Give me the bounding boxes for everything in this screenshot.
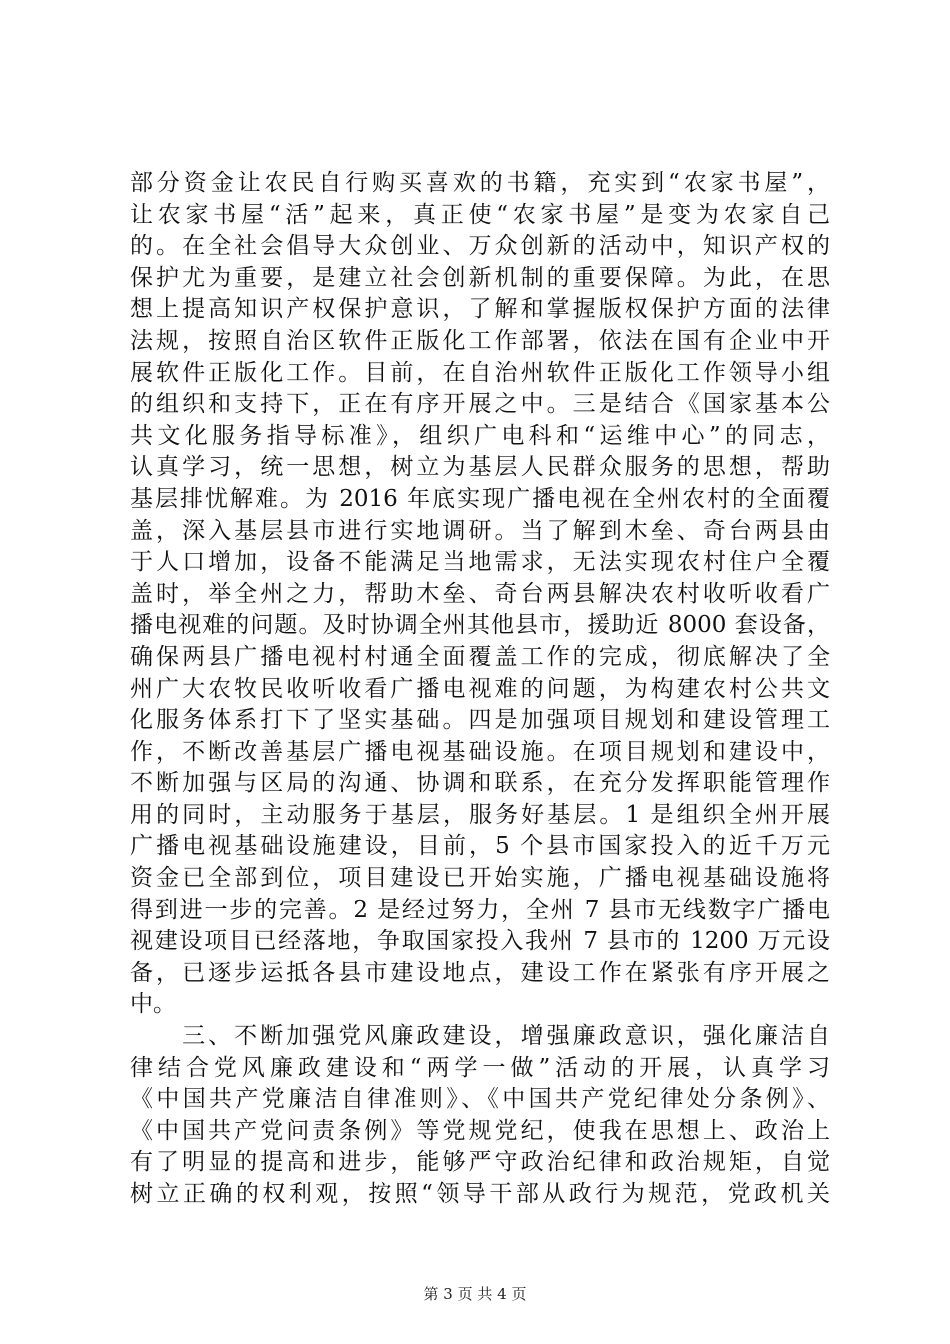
text-line: 于人口增加，设备不能满足当地需求，无法实现农村住户全覆	[130, 549, 830, 576]
text-line: 法规，按照自治区软件正版化工作部署，依法在国有企业中开	[130, 327, 830, 354]
text-line: 共文化服务指导标准》，组织广电科和“运维中心”的同志，	[130, 422, 830, 449]
text-line: 盖，深入基层县市进行实地调研。当了解到木垒、奇台两县由	[130, 517, 830, 544]
text-line: 基层排忧解难。为 2016 年底实现广播电视在全州农村的全面覆	[130, 485, 830, 512]
text-line: 确保两县广播电视村村通全面覆盖工作的完成，彻底解决了全	[130, 643, 830, 670]
text-line: 部分资金让农民自行购买喜欢的书籍，充实到“农家书屋”，	[130, 170, 830, 196]
text-line: 用的同时，主动服务于基层，服务好基层。1 是组织全州开展	[130, 801, 830, 828]
page-footer	[0, 1283, 950, 1304]
text-line: 得到进一步的完善。2 是经过努力，全州 7 县市无线数字广播电	[130, 896, 830, 923]
paragraph-end-line: 中。	[130, 991, 176, 1018]
text-line: 广播电视基础设施建设，目前，5 个县市国家投入的近千万元	[130, 833, 830, 860]
text-line: 盖时，举全州之力，帮助木垒、奇台两县解决农村收听收看广	[130, 580, 830, 607]
text-line: 律结合党风廉政建设和“两学一做”活动的开展，认真学习	[130, 1054, 830, 1081]
text-line: 《中国共产党廉洁自律准则》、《中国共产党纪律处分条例》、	[130, 1086, 830, 1113]
text-line: 认真学习，统一思想，树立为基层人民群众服务的思想，帮助	[130, 454, 830, 481]
section-heading-line: 三、不断加强党风廉政建设，增强廉政意识，强化廉洁自	[130, 1023, 830, 1050]
text-line: 有了明显的提高和进步，能够严守政治纪律和政治规矩，自觉	[130, 1149, 830, 1176]
text-line: 的。在全社会倡导大众创业、万众创新的活动中，知识产权的	[130, 233, 830, 260]
page-number: 第 3 页 共 4 页	[423, 1285, 527, 1303]
text-line: 播电视难的问题。及时协调全州其他县市，援助近 8000 套设备，	[130, 612, 830, 639]
text-line: 树立正确的权利观，按照“领导干部从政行为规范，党政机关	[130, 1181, 830, 1207]
text-line: 备，已逐步运抵各县市建设地点，建设工作在紧张有序开展之	[130, 959, 830, 986]
text-line: 展软件正版化工作。目前，在自治州软件正版化工作领导小组	[130, 359, 830, 386]
body-text	[130, 168, 830, 1211]
text-line: 想上提高知识产权保护意识，了解和掌握版权保护方面的法律	[130, 296, 830, 323]
text-line: 《中国共产党问责条例》等党规党纪，使我在思想上、政治上	[130, 1117, 830, 1144]
text-line: 让农家书屋“活”起来，真正使“农家书屋”是变为农家自己	[130, 201, 830, 228]
text-line: 州广大农牧民收听收看广播电视难的问题，为构建农村公共文	[130, 675, 830, 702]
text-line: 不断加强与区局的沟通、协调和联系，在充分发挥职能管理作	[130, 770, 830, 797]
text-line: 化服务体系打下了坚实基础。四是加强项目规划和建设管理工	[130, 707, 830, 734]
text-line: 作，不断改善基层广播电视基础设施。在项目规划和建设中，	[130, 738, 830, 765]
text-line: 保护尤为重要，是建立社会创新机制的重要保障。为此，在思	[130, 264, 830, 291]
text-line: 的组织和支持下，正在有序开展之中。三是结合《国家基本公	[130, 391, 830, 418]
text-line: 资金已全部到位，项目建设已开始实施，广播电视基础设施将	[130, 865, 830, 892]
text-line: 视建设项目已经落地，争取国家投入我州 7 县市的 1200 万元设	[130, 928, 830, 955]
